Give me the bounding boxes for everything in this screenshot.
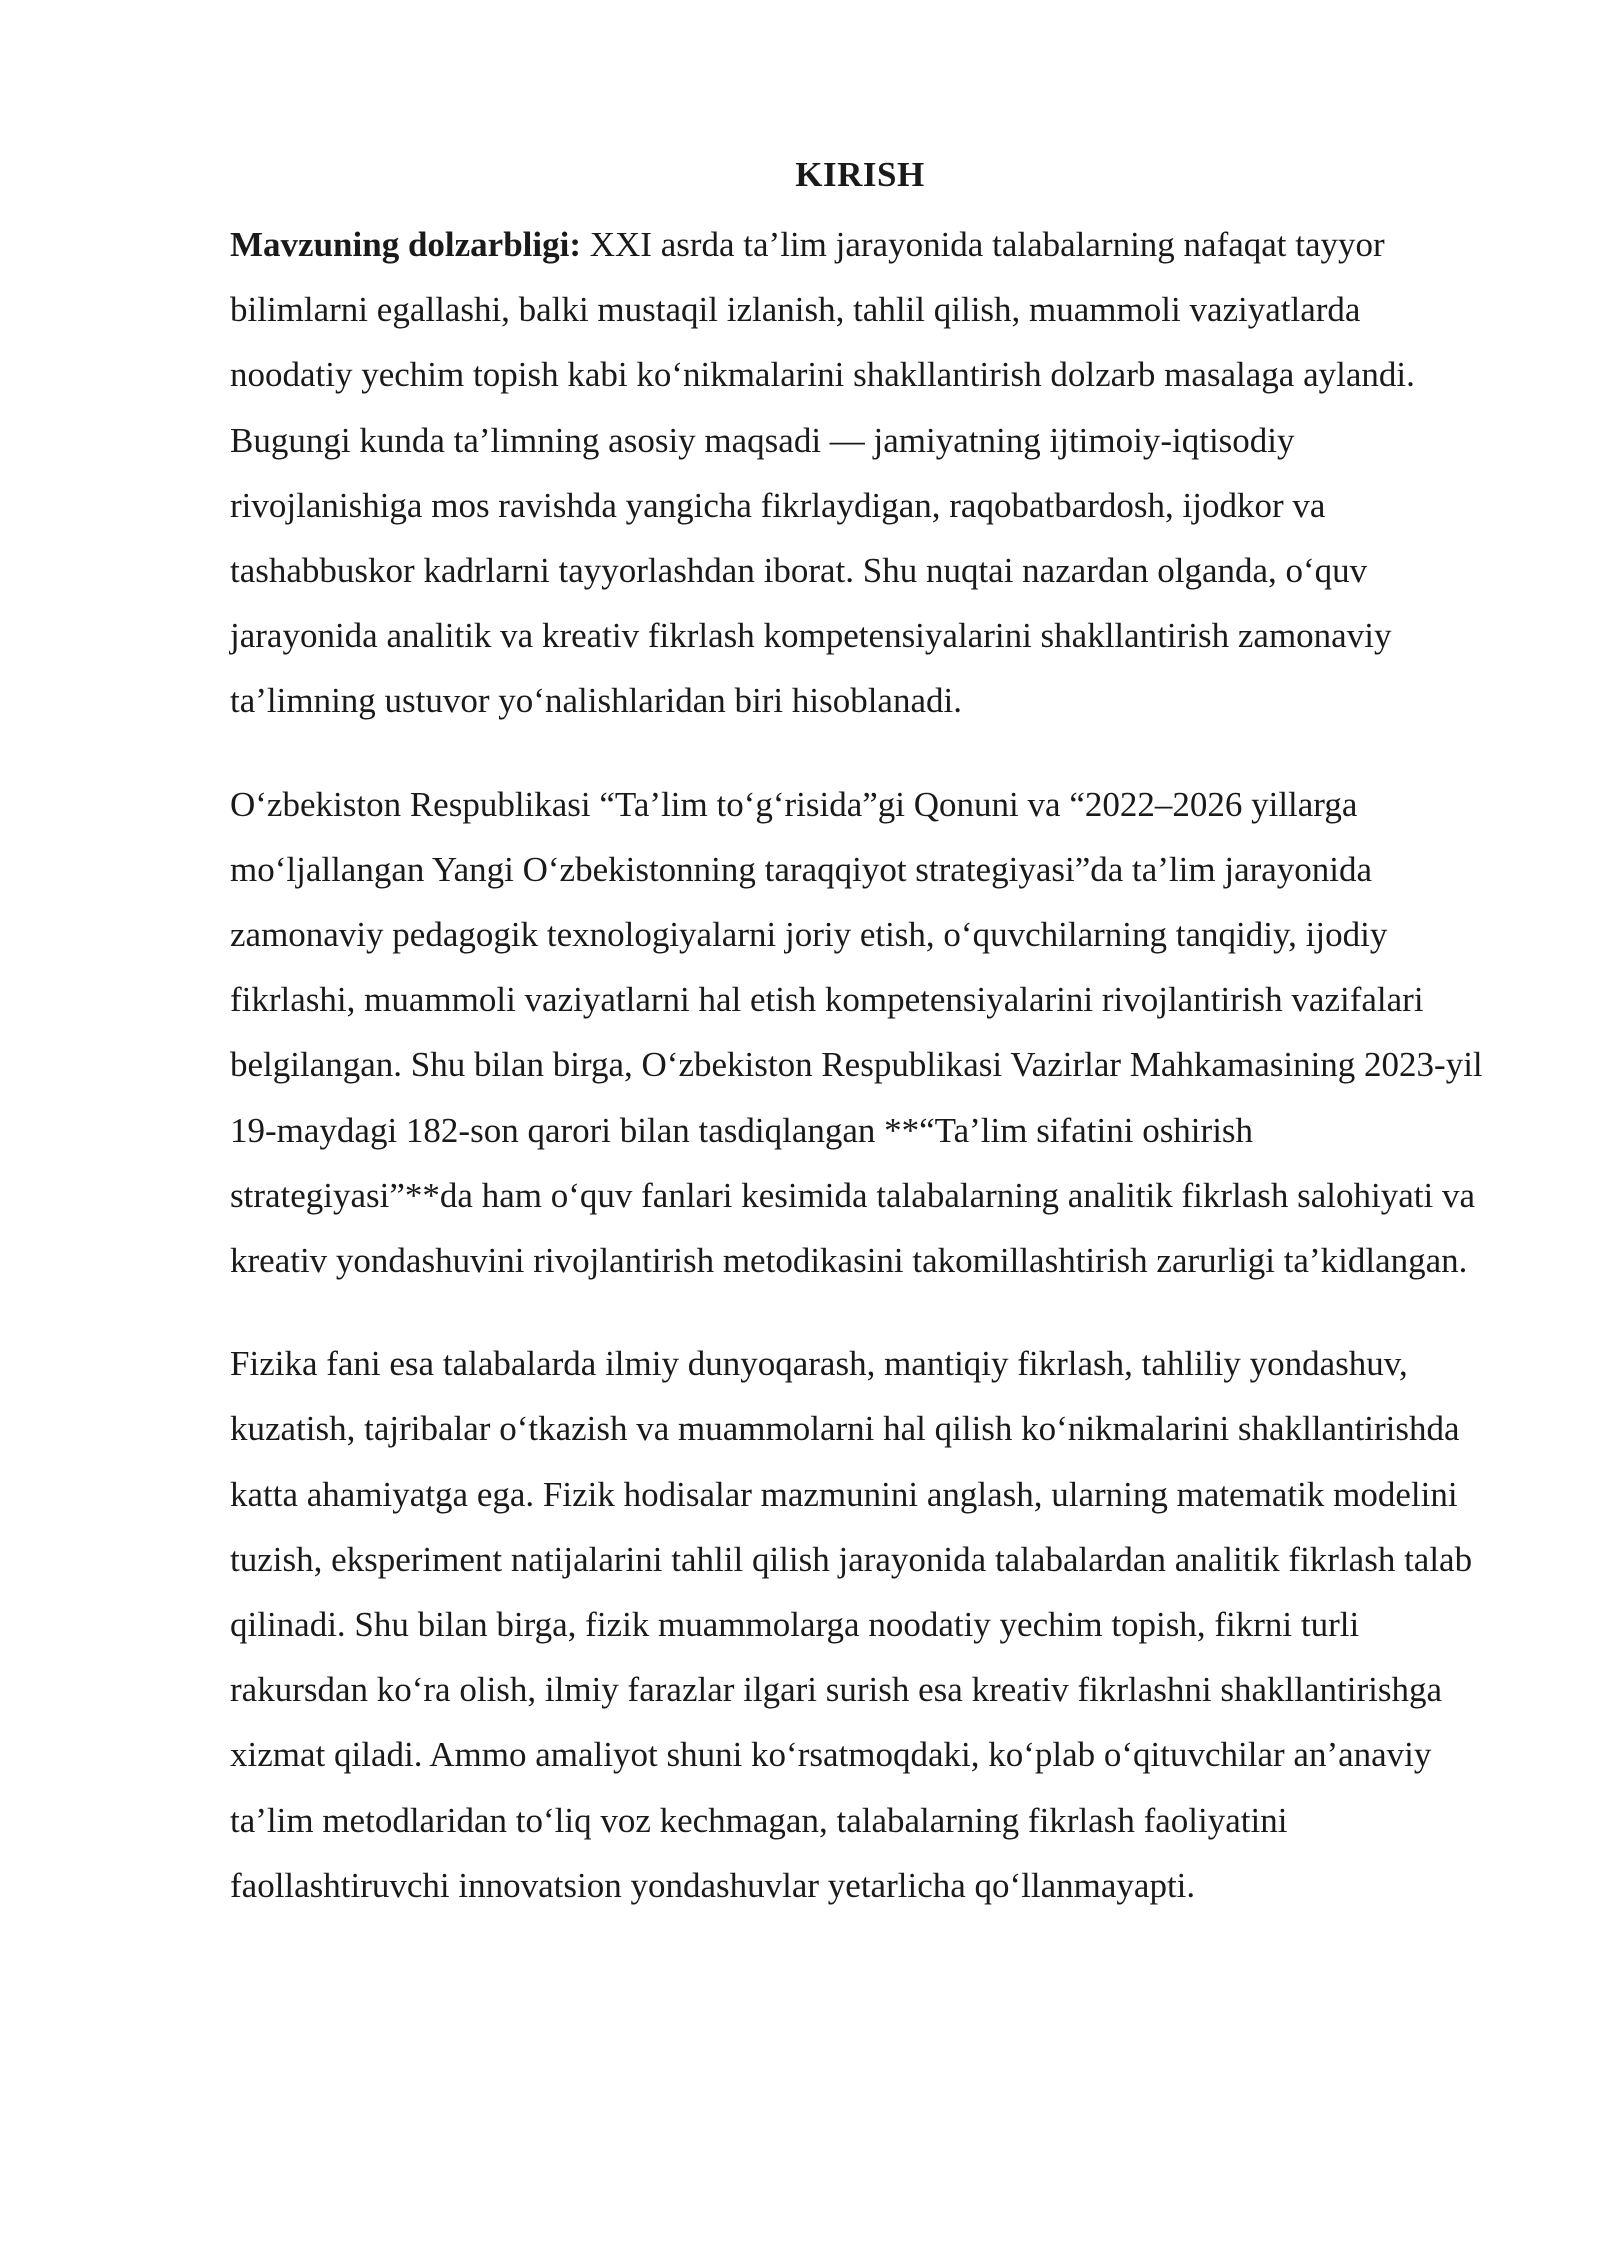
paragraph-text: XXI asrda ta’lim jarayonida talabalarning nafaqat tayyor bilimlarni egallashi, balki mustaqil izlanish, tahlil qilish, muammoli vaziyatlarda noodatiy yechim topish kabi koʻnikmalarini shakllantirish dolzarb masalaga aylandi. Bugungi kunda ta’limning asosiy maqsadi — jamiyatning ijtimoiy-iqtisodiy rivojlanishiga mos ravishda yangicha fikrlaydigan, raqobatbardosh, ijodkor va tashabbuskor kadrlarni tayyorlashdan iborat. Shu nuqtai nazardan olganda, oʻquv jarayonida analitik va kreativ fikrlash kompetensiyalarini shakllantirish zamonaviy ta’limning ustuvor yoʻnalishlaridan biri hisoblanadi. xyxy=(230,225,1415,721)
section-title: KIRISH xyxy=(795,155,925,194)
paragraph-lead: Mavzuning dolzarbligi: xyxy=(230,225,581,264)
paragraph-text: Oʻzbekiston Respublikasi “Ta’lim toʻgʻrisida”gi Qonuni va “2022–2026 yillarga moʻljallangan Yangi Oʻzbekistonning taraqqiyot strategiyasi”da ta’lim jarayonida zamonaviy pedagogik texnologiyalarni joriy etish, oʻquvchilarning tanqidiy, ijodiy fikrlashi, muammoli vaziyatlarni hal etish kompetensiyalarini rivojlantirish vazifalari belgilangan. Shu bilan birga, Oʻzbekiston Respublikasi Vazirlar Mahkamasining 2023-yil 19-maydagi 182-son qarori bilan tasdiqlangan **“Ta’lim sifatini oshirish strategiyasi”**da ham oʻquv fanlari kesimida talabalarning analitik fikrlash salohiyati va kreativ yondashuvini rivojlantirish metodikasini takomillashtirish zarurligi ta’kidlangan. xyxy=(230,784,1483,1281)
document-page xyxy=(230,150,1490,1918)
paragraph-relevance xyxy=(230,212,1490,734)
paragraph-physics xyxy=(230,1331,1490,1918)
paragraph-legislation xyxy=(230,772,1490,1294)
paragraph-text: Fizika fani esa talabalarda ilmiy dunyoqarash, mantiqiy fikrlash, tahliliy yondashuv, kuzatish, tajribalar oʻtkazish va muammolarni hal qilish koʻnikmalarini shakllantirishda katta ahamiyatga ega. Fizik hodisalar mazmunini anglash, ularning matematik modelini tuzish, eksperiment natijalarini tahlil qilish jarayonida talabalardan analitik fikrlash talab qilinadi. Shu bilan birga, fizik muammolarga noodatiy yechim topish, fikrni turli rakursdan koʻra olish, ilmiy farazlar ilgari surish esa kreativ fikrlashni shakllantirishga xizmat qiladi. Ammo amaliyot shuni koʻrsatmoqdaki, koʻplab oʻqituvchilar an’anaviy ta’lim metodlaridan toʻliq voz kechmagan, talabalarning fikrlash faoliyatini faollashtiruvchi innovatsion yondashuvlar yetarlicha qoʻllanmayapti. xyxy=(230,1344,1473,1905)
